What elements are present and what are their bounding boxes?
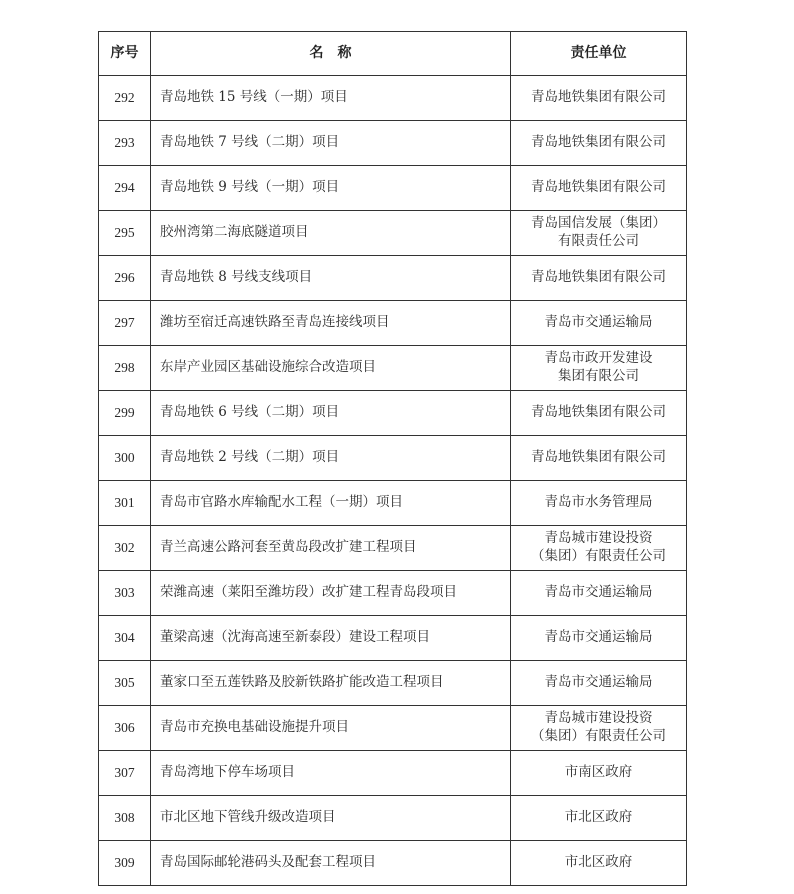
responsible-unit-line: 集团有限公司 [558,368,639,384]
serial-number-cell: 305 [99,661,151,706]
table-row [99,841,687,886]
responsible-unit-cell [511,301,687,346]
table-row [99,571,687,616]
project-name-cell: 潍坊至宿迁高速铁路至青岛连接线项目 [151,301,511,346]
serial-number-cell: 303 [99,571,151,616]
table-row [99,751,687,796]
responsible-unit-line: 青岛市政开发建设 [544,350,653,367]
responsible-unit-cell [511,346,687,391]
project-name-cell: 董家口至五莲铁路及胶新铁路扩能改造工程项目 [151,661,511,706]
serial-number-cell: 294 [99,166,151,211]
serial-number-cell: 308 [99,796,151,841]
serial-number-cell: 307 [99,751,151,796]
serial-number-cell: 300 [99,436,151,481]
header-responsible-unit: 责任单位 [511,32,687,76]
responsible-unit-line: （集团）有限责任公司 [531,728,666,744]
project-name-cell: 青岛市充换电基础设施提升项目 [151,706,511,751]
table-row [99,616,687,661]
table-row [99,346,687,391]
project-name-cell: 青岛湾地下停车场项目 [151,751,511,796]
responsible-unit-cell [511,526,687,571]
responsible-unit-line: 青岛地铁集团有限公司 [531,89,666,106]
responsible-unit-line: 青岛地铁集团有限公司 [531,404,666,421]
serial-number-cell: 309 [99,841,151,886]
project-name-cell: 青岛地铁 8 号线支线项目 [151,256,511,301]
responsible-unit-cell [511,76,687,121]
project-name-cell: 荣潍高速（莱阳至潍坊段）改扩建工程青岛段项目 [151,571,511,616]
responsible-unit-cell [511,211,687,256]
table-row [99,76,687,121]
table-row [99,706,687,751]
responsible-unit-cell [511,256,687,301]
table-row [99,166,687,211]
header-serial-number: 序号 [99,32,151,76]
responsible-unit-line: 青岛市交通运输局 [544,314,653,331]
responsible-unit-cell [511,391,687,436]
project-name-cell: 青岛地铁 9 号线（一期）项目 [151,166,511,211]
responsible-unit-line: 青岛市交通运输局 [544,674,653,691]
project-name-cell: 青岛地铁 2 号线（二期）项目 [151,436,511,481]
responsible-unit-cell [511,661,687,706]
responsible-unit-line: 青岛地铁集团有限公司 [531,449,666,466]
serial-number-cell: 299 [99,391,151,436]
responsible-unit-line: 青岛地铁集团有限公司 [531,179,666,196]
responsible-unit-line: 青岛城市建设投资 [544,710,653,727]
responsible-unit-line: 青岛市交通运输局 [544,584,653,601]
project-name-cell: 青兰高速公路河套至黄岛段改扩建工程项目 [151,526,511,571]
table-row [99,301,687,346]
table-row [99,256,687,301]
responsible-unit-cell [511,481,687,526]
header-row [99,32,687,76]
responsible-unit-line: 青岛地铁集团有限公司 [531,269,666,286]
project-table [98,31,687,886]
responsible-unit-cell [511,436,687,481]
serial-number-cell: 304 [99,616,151,661]
table-header [99,32,687,76]
serial-number-cell: 306 [99,706,151,751]
responsible-unit-cell [511,121,687,166]
serial-number-cell: 295 [99,211,151,256]
table-row [99,211,687,256]
project-name-cell: 青岛地铁 15 号线（一期）项目 [151,76,511,121]
table-row [99,661,687,706]
project-name-cell: 胶州湾第二海底隧道项目 [151,211,511,256]
responsible-unit-line: 有限责任公司 [558,233,639,249]
responsible-unit-cell [511,166,687,211]
table-row [99,796,687,841]
project-name-cell: 东岸产业园区基础设施综合改造项目 [151,346,511,391]
serial-number-cell: 298 [99,346,151,391]
table-row [99,391,687,436]
project-name-cell: 董梁高速（沈海高速至新泰段）建设工程项目 [151,616,511,661]
serial-number-cell: 293 [99,121,151,166]
project-name-cell: 青岛地铁 6 号线（二期）项目 [151,391,511,436]
responsible-unit-line: 青岛市水务管理局 [544,494,653,511]
project-name-cell: 青岛市官路水库输配水工程（一期）项目 [151,481,511,526]
serial-number-cell: 296 [99,256,151,301]
table-row [99,436,687,481]
project-name-cell: 青岛国际邮轮港码头及配套工程项目 [151,841,511,886]
serial-number-cell: 297 [99,301,151,346]
responsible-unit-line: 市北区政府 [564,809,633,826]
responsible-unit-line: 市南区政府 [564,764,633,781]
responsible-unit-cell [511,796,687,841]
table-body [99,76,687,886]
project-name-cell: 市北区地下管线升级改造项目 [151,796,511,841]
responsible-unit-cell [511,706,687,751]
serial-number-cell: 302 [99,526,151,571]
responsible-unit-cell [511,841,687,886]
responsible-unit-line: 青岛城市建设投资 [544,530,653,547]
responsible-unit-line: 青岛国信发展（集团） [531,215,666,232]
responsible-unit-cell [511,571,687,616]
responsible-unit-line: （集团）有限责任公司 [531,548,666,564]
project-name-cell: 青岛地铁 7 号线（二期）项目 [151,121,511,166]
table-row [99,481,687,526]
responsible-unit-line: 青岛地铁集团有限公司 [531,134,666,151]
responsible-unit-cell [511,616,687,661]
header-name: 名 称 [151,32,511,76]
responsible-unit-line: 市北区政府 [564,854,633,871]
serial-number-cell: 292 [99,76,151,121]
serial-number-cell: 301 [99,481,151,526]
responsible-unit-line: 青岛市交通运输局 [544,629,653,646]
table-row [99,121,687,166]
responsible-unit-cell [511,751,687,796]
table-row [99,526,687,571]
